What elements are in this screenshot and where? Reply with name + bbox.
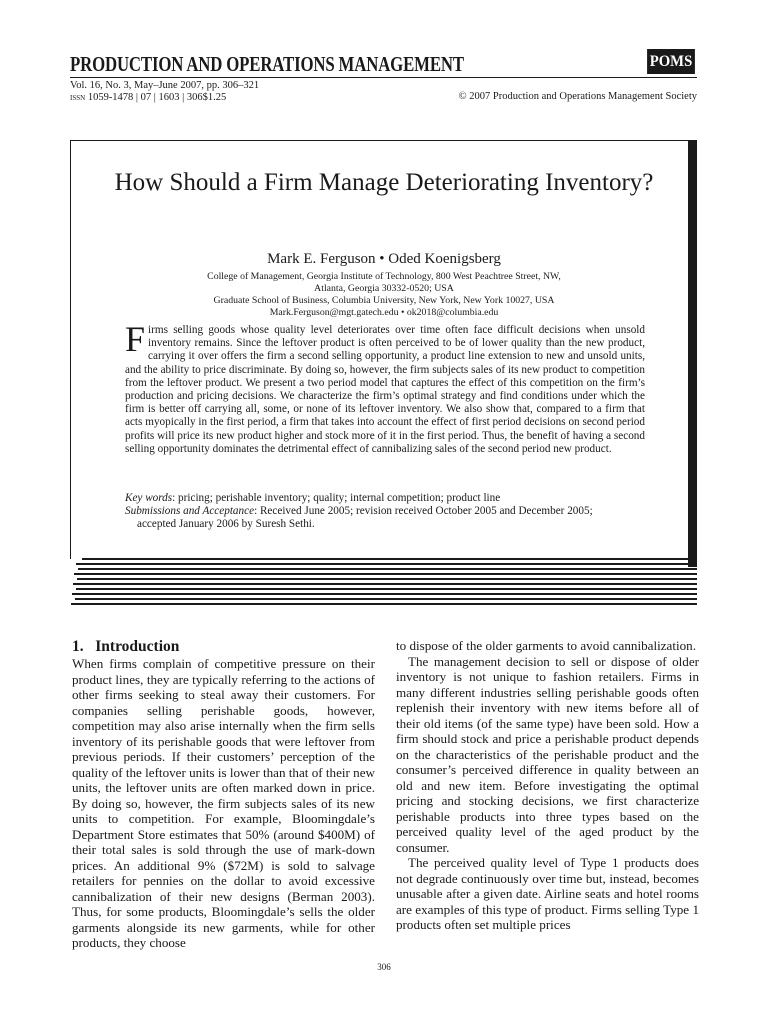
- right-column: [396, 638, 699, 933]
- affiliation-columbia: Graduate School of Business, Columbia University, New York, New York 10027, USA: [213, 295, 555, 306]
- section-heading-introduction: 1. Introduction: [72, 638, 180, 655]
- left-column: [72, 638, 375, 951]
- copyright-notice: © 2007 Production and Operations Management Society: [458, 91, 697, 102]
- issn-numbers: 1059-1478 | 07 | 1603 | 306$1.25: [87, 92, 227, 103]
- abstract: [125, 319, 645, 456]
- decorative-stripes: [80, 558, 697, 606]
- intro-paragraph-1: When firms complain of competitive pressure on their product lines, they are typically referring to the actions of other firms seeking to steal away their customers. For companies selling perishable goods, however, competition may also arise internally when the firm sells inventory of its perishable goods that were leftover from previous periods. If their customers’ perception of the quality of the leftover units is lower than that of their new units, the leftover units are often marked down in price. By doing so, however, the firm subjects sales of its new units to competition. For example, Bloomingdale’s Department Store estimates that 50% (around $400M) of their total sales is sold through the use of mark-down prices. An additional 9% ($72M) is sold to salvage retailers for pennies on the dollar to avoid excessive cannibalization of their new designs (Berman 2003). Thus, for some products, Bloomingdale’s sells the older garments alongside its new garments, while for other products, they choose: [72, 656, 375, 950]
- journal-badge: POMS: [647, 49, 695, 74]
- abstract-dropcap: F: [125, 319, 146, 359]
- intro-paragraph-2: The management decision to sell or dispose of older inventory is not unique to fashion retailers. Firms in many different industries selling perishable goods often replenish their inventory with new items before all of their old items (of the same type) have been sold. How a firm should stock and price a perishable product depends on the characteristics of the perishable product and the consumer’s perceived difference in quality between an old and new item. Before investigating the optimal pricing and stocking decisions, we first characterize perishable products into three types based on the perceived quality level of the aged product by the consumer.: [396, 653, 699, 855]
- issn-line: [70, 92, 226, 103]
- volume-line: Vol. 16, No. 3, May–June 2007, pp. 306–321: [70, 80, 260, 91]
- intro-paragraph-continued: to dispose of the older garments to avoid cannibalization.: [396, 638, 696, 653]
- keywords-label: Key words: [125, 492, 173, 504]
- affiliation-georgia-tech-line2: Atlanta, Georgia 30332-0520; USA: [314, 283, 454, 294]
- submission-line: [125, 505, 645, 518]
- keywords-line: [125, 492, 645, 505]
- keywords-block: [125, 492, 645, 532]
- author-names: Mark E. Ferguson • Oded Koenigsberg: [267, 251, 501, 267]
- abstract-box-shadow: [688, 140, 697, 567]
- submission-label: Submissions and Acceptance: [125, 505, 255, 518]
- author-emails: Mark.Ferguson@mgt.gatech.edu • ok2018@columbia.edu: [269, 307, 499, 318]
- intro-paragraph-3: The perceived quality level of Type 1 products does not degrade continuously over time but, instead, becomes unusable after a given date. Airline seats and hotel rooms are examples of this type of product. Firms selling Type 1 products often set multiple prices: [396, 855, 699, 932]
- issn-label: issn: [70, 92, 86, 103]
- page-number: 306: [377, 962, 391, 972]
- affiliation-georgia-tech-line1: College of Management, Georgia Institute of Technology, 800 West Peachtree Street, NW,: [207, 271, 561, 282]
- abstract-text: irms selling goods whose quality level deteriorates over time often face difficult decisions when unsold inventory remains. Since the leftover product is often perceived to be of lower quality than the new product, carrying it over offers the firm a second selling opportunity, a product line extension to new and unsold units, and the ability to price discriminate. By doing so, however, the firm subjects sales of its new product to competition from the leftover product. We present a two period model that captures the effect of this competition on the firm’s production and pricing decisions. We characterize the firm’s optimal strategy and find conditions under which the firm is better off carrying all, some, or none of its leftover inventory. We also show that, compared to a firm that acts myopically in the first period, a firm that takes into account the effect of first period decisions on second period profits will price its new product higher and stock more of it in the first period. Thus, the benefit of having a second selling opportunity dominates the detrimental effect of cannibalizing sales of the second period new product.: [125, 324, 645, 455]
- acceptance-line: accepted January 2006 by Suresh Sethi.: [137, 518, 315, 531]
- submission-dates: : Received June 2005; revision received October 2005 and December 2005;: [254, 505, 593, 518]
- keywords-list: : pricing; perishable inventory; quality; internal competition; product line: [172, 492, 501, 504]
- header-rule: [70, 77, 697, 78]
- paper-title: How Should a Firm Manage Deteriorating Inventory?: [114, 169, 654, 196]
- journal-title: PRODUCTION AND OPERATIONS MANAGEMENT: [70, 52, 464, 76]
